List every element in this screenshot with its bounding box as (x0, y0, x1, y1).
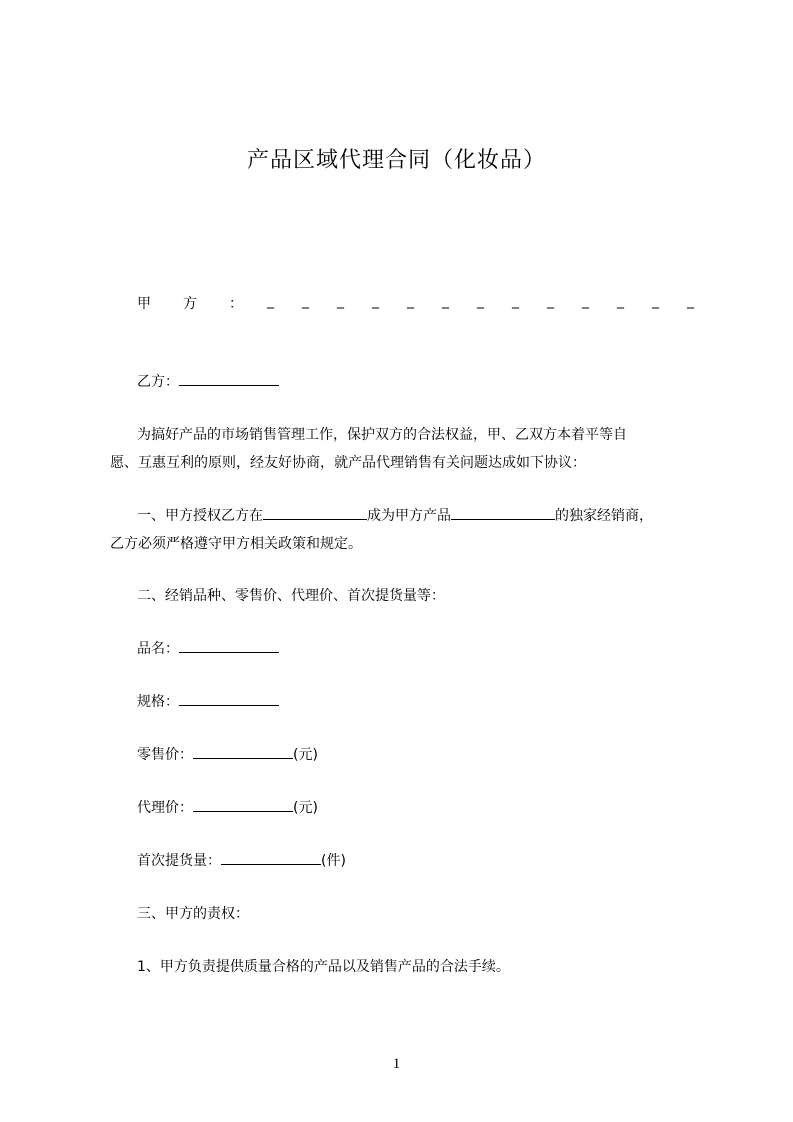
party-a-blank-dash: _ (617, 293, 624, 309)
clause3-heading: 三、甲方的责权： (137, 906, 249, 922)
field-agent-price-blank (193, 796, 293, 812)
clause2-heading: 二、经销品种、零售价、代理价、首次提货量等： (137, 588, 445, 604)
party-a-blank-dash: _ (652, 293, 659, 309)
party-a-blank-dash: _ (687, 293, 694, 309)
clause1-product-blank (451, 504, 555, 520)
field-agent-price-label: 代理价： (137, 800, 193, 816)
party-a-colon: ： (229, 296, 243, 312)
clause1-line-2: 乙方必须严格遵守甲方相关政策和规定。 (110, 536, 362, 552)
page-number: 1 (392, 1056, 401, 1072)
party-a-blank-dash: _ (337, 293, 344, 309)
party-a-blank-dash: _ (582, 293, 589, 309)
party-a-blank-dash: _ (512, 293, 519, 309)
party-b-blank (179, 370, 279, 386)
party-a-blank-dash: _ (407, 293, 414, 309)
party-a-label-char1: 甲 (137, 296, 151, 312)
field-first-qty-blank (221, 849, 321, 865)
field-agent-price (137, 796, 318, 820)
intro-line-1: 为搞好产品的市场销售管理工作，保护双方的合法权益，甲、乙双方本着平等自 (137, 427, 627, 443)
field-agent-price-unit: (元) (293, 800, 318, 816)
party-b-line (137, 370, 279, 394)
field-spec (137, 690, 279, 714)
party-a-blank-dash: _ (302, 293, 309, 309)
party-a-blank-dash: _ (547, 293, 554, 309)
party-a-blank-dash: _ (442, 293, 449, 309)
field-retail-price-label: 零售价： (137, 747, 193, 763)
field-first-qty (137, 849, 346, 873)
document-title: 产品区域代理合同（化妆品） (246, 148, 546, 173)
clause1-region-blank (263, 504, 367, 520)
party-a-blank-dash: _ (267, 293, 274, 309)
field-retail-price-blank (193, 743, 293, 759)
clause1-line-1 (137, 504, 653, 528)
field-first-qty-label: 首次提货量： (137, 853, 221, 869)
field-product-name-blank (179, 637, 279, 653)
clause3-item1: 1、甲方负责提供质量合格的产品以及销售产品的合法手续。 (137, 959, 510, 975)
field-retail-price-unit: (元) (293, 747, 318, 763)
field-retail-price (137, 743, 318, 767)
intro-line-2: 愿、互惠互利的原则，经友好协商，就产品代理销售有关问题达成如下协议： (110, 455, 586, 471)
field-product-name (137, 637, 279, 661)
field-product-name-label: 品名： (137, 641, 179, 657)
party-a-blank-dash: _ (477, 293, 484, 309)
clause1-part2: 成为甲方产品 (367, 508, 451, 524)
party-b-label: 乙方： (137, 374, 179, 390)
party-a-blank-dash: _ (372, 293, 379, 309)
field-spec-blank (179, 690, 279, 706)
clause1-part1: 一、甲方授权乙方在 (137, 508, 263, 524)
field-spec-label: 规格： (137, 694, 179, 710)
party-a-label-char2: 方 (183, 296, 197, 312)
field-first-qty-unit: (件) (321, 853, 346, 869)
clause1-part3: 的独家经销商， (555, 508, 653, 524)
